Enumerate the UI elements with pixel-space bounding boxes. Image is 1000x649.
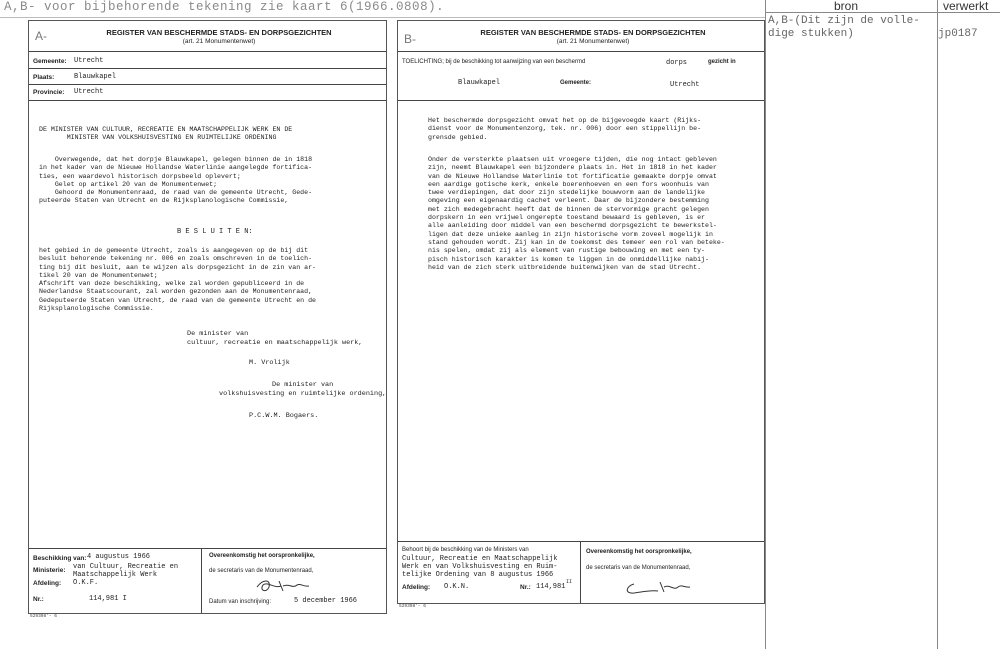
card-a-provincie-label: Provincie: (33, 89, 65, 96)
card-a-besluiten: B E S L U I T E N: (177, 228, 253, 236)
card-b-title: REGISTER VAN BESCHERMDE STADS- EN DORPSGEZICHTEN (480, 28, 706, 37)
card-a-letter: A- (35, 29, 47, 43)
card-a-nr-value: 114,981 I (89, 595, 127, 603)
card-b-print-code: 529398'- 6 (399, 604, 427, 609)
card-a-signatory2-title: De minister van volkshuisvesting en ruimtelijke ordening, (219, 381, 387, 398)
register-card-a (28, 20, 387, 614)
card-b-nr-value: 114,981 (536, 583, 566, 591)
card-b-nr-label: Nr.: (520, 584, 531, 591)
card-b-afdeling-value: O.K.N. (444, 583, 470, 591)
card-b-paragraph-1: Het beschermde dorpsgezicht omvat het op de bijgevoegde kaart (Rijks- dienst voor de Monumentenzorg, tek. nr. 006) door een stippellijn be- grensde gebied. (428, 117, 702, 141)
card-a-footer-divider (29, 548, 386, 549)
card-b-footer-divider (398, 541, 764, 542)
card-b-header-divider (398, 51, 764, 52)
card-b-gemeente-value: Utrecht (670, 81, 700, 89)
column-header-bron: bron (834, 0, 859, 13)
card-b-letter: B- (404, 32, 416, 46)
card-a-handwritten-signature (253, 577, 313, 595)
card-b-gezicht-in: gezicht in (708, 59, 736, 65)
register-column-divider-right (937, 0, 938, 649)
card-b-intro-divider (398, 100, 764, 101)
card-a-header-divider (29, 51, 386, 52)
card-a-signatory2-name: P.C.W.M. Bogaers. (249, 412, 319, 420)
card-a-afdeling-value: O.K.F. (73, 579, 99, 587)
card-a-gemeente-label: Gemeente: (33, 58, 67, 65)
register-card-b (397, 20, 765, 604)
card-a-afdeling-label: Afdeling: (33, 580, 62, 587)
card-a-ministerie-label: Ministerie: (33, 567, 66, 574)
card-a-plaats-value: Blauwkapel (74, 73, 117, 81)
card-a-beschikking-label: Beschikking van: (33, 555, 87, 562)
card-a-secretaris: de secretaris van de Monumentenraad, (209, 568, 314, 574)
card-b-secretaris: de secretaris van de Monumentenraad, (586, 565, 691, 571)
card-b-handwritten-signature (620, 576, 692, 598)
card-a-row-divider (29, 100, 386, 101)
verwerkt-note: jp0187 (938, 28, 978, 40)
card-a-overeenkomstig: Overeenkomstig het oorspronkelijke, (209, 553, 315, 559)
card-a-datum-label: Datum van inschrijving: (209, 599, 272, 605)
card-a-gemeente-value: Utrecht (74, 57, 104, 65)
card-a-plaats-label: Plaats: (33, 74, 55, 81)
card-a-row-divider (29, 68, 386, 69)
card-b-footer-vdivider (580, 541, 581, 603)
card-a-datum-value: 5 december 1966 (294, 597, 358, 605)
card-b-ministers-text: Cultuur, Recreatie en Maatschappelijk Werk en van Volkshuisvesting en Ruim- telijke Ordening van 8 augustus 1966 (402, 555, 558, 579)
card-a-beschikking-value: 4 augustus 1966 (87, 553, 151, 561)
card-b-place: Blauwkapel (458, 79, 501, 87)
bron-note: A,B-(Dit zijn de volle- dige stukken) (768, 15, 920, 40)
card-a-print-code: 529398'- 6 (30, 614, 58, 619)
card-b-overeenkomstig: Overeenkomstig het oorspronkelijke, (586, 549, 692, 555)
card-b-afdeling-label: Afdeling: (402, 584, 431, 591)
card-a-signatory1-title: De minister van cultuur, recreatie en maatschappelijk werk, (187, 330, 363, 347)
column-header-verwerkt: verwerkt (943, 0, 989, 13)
card-a-nr-label: Nr.: (33, 596, 44, 603)
card-a-heading: DE MINISTER VAN CULTUUR, RECREATIE EN MAATSCHAPPELIJK WERK EN DE MINISTER VAN VOLKSHUISVESTING EN RUIMTELIJKE ORDENING (39, 126, 293, 142)
card-a-footer-vdivider (201, 548, 202, 613)
card-a-row-divider (29, 84, 386, 85)
card-b-nr-suffix: II (566, 579, 573, 585)
card-b-toelichting: TOELICHTING; bij de beschikking tot aanwijzing van een beschermd (402, 59, 586, 65)
card-a-subtitle: (art. 21 Monumentenwet) (182, 38, 256, 45)
card-b-dorps: dorps (666, 59, 688, 67)
document-top-note: A,B- voor bijbehorende tekening zie kaart 6(1966.0808). (4, 0, 445, 14)
card-b-behoort: Behoort bij de beschikking van de Ministers van (402, 547, 529, 553)
card-a-title: REGISTER VAN BESCHERMDE STADS- EN DORPSGEZICHTEN (106, 28, 332, 37)
card-b-paragraph-2: Onder de versterkte plaatsen uit vroegere tijden, die nog intact gebleven zijn, neemt Blauwkapel een bijzondere plaats in. Het in 1818 in het kader van de Nieuwe Hollandse Waterlinie tot fortificatie gemaakte dorpje omvat een aardige gotische kerk, enkele boerenhoeven en een fors woonhuis van twee verdiepingen, dat door zijn stedelijke bouwvorm aan de landelijke omgeving een eigenaardig cachet verleent. Daar de bijzondere bestemming met zich medegebracht heeft dat de binnen de stervormige gracht gelegen dorpskern in een vrijwel ongerepte toestand bewaard is gebleven, is er alle aanleiding door middel van een beschermd dorpsgezicht te bewerkstel- ligen dat deze unieke aanleg in zijn historische vorm zoveel mogelijk in stand gehouden wordt. Zij kan in de toekomst des temeer een rol van beteke- nis spelen, omdat zij als element van rustige bebouwing en met een ty- pisch historisch karakter is komen te liggen in de onmiddellijke nabij- heid van de zich sterk uitbreidende buitenwijken van de stad Utrecht. (428, 156, 725, 271)
card-a-signatory1-name: M. Vrolijk (249, 359, 290, 367)
register-column-divider-left (765, 0, 766, 649)
card-a-ministerie-value: van Cultuur, Recreatie en Maatschappelijk Werk (73, 563, 179, 579)
card-a-provincie-value: Utrecht (74, 88, 104, 96)
top-divider (0, 17, 765, 18)
card-a-decision: het gebied in de gemeente Utrecht, zoals is aangegeven op de bij dit besluit behorende tekening nr. 006 en zoals omschreven in de toelich- ting bij dit besluit, aan te wijzen als dorpsgezicht in de zin van ar- tikel 20 van de Monumentenwet; Afschrift van deze beschikking, welke zal worden gepubliceerd in de Nederlandse Staatscourant, zal worden gezonden aan de Monumentenraad, Gedeputeerde Staten van Utrecht, de raad van de gemeente Utrecht en de Rijksplanologische Commissie. (39, 247, 316, 313)
card-a-intro: Overwegende, dat het dorpje Blauwkapel, gelegen binnen de in 1818 in het kader van de Nieuwe Hollandse Waterlinie aangelegde fortifica- ties, een waardevol historisch dorpsbeeld oplevert; Gelet op artikel 20 van de Monumentenwet; Gehoord de Monumentenraad, de raad van de gemeente Utrecht, Gede- puteerde Staten van Utrecht en de Rijksplanologische Commissie, (39, 156, 313, 205)
card-b-subtitle: (art. 21 Monumentenwet) (556, 38, 630, 45)
card-b-gemeente-label: Gemeente: (560, 80, 592, 86)
